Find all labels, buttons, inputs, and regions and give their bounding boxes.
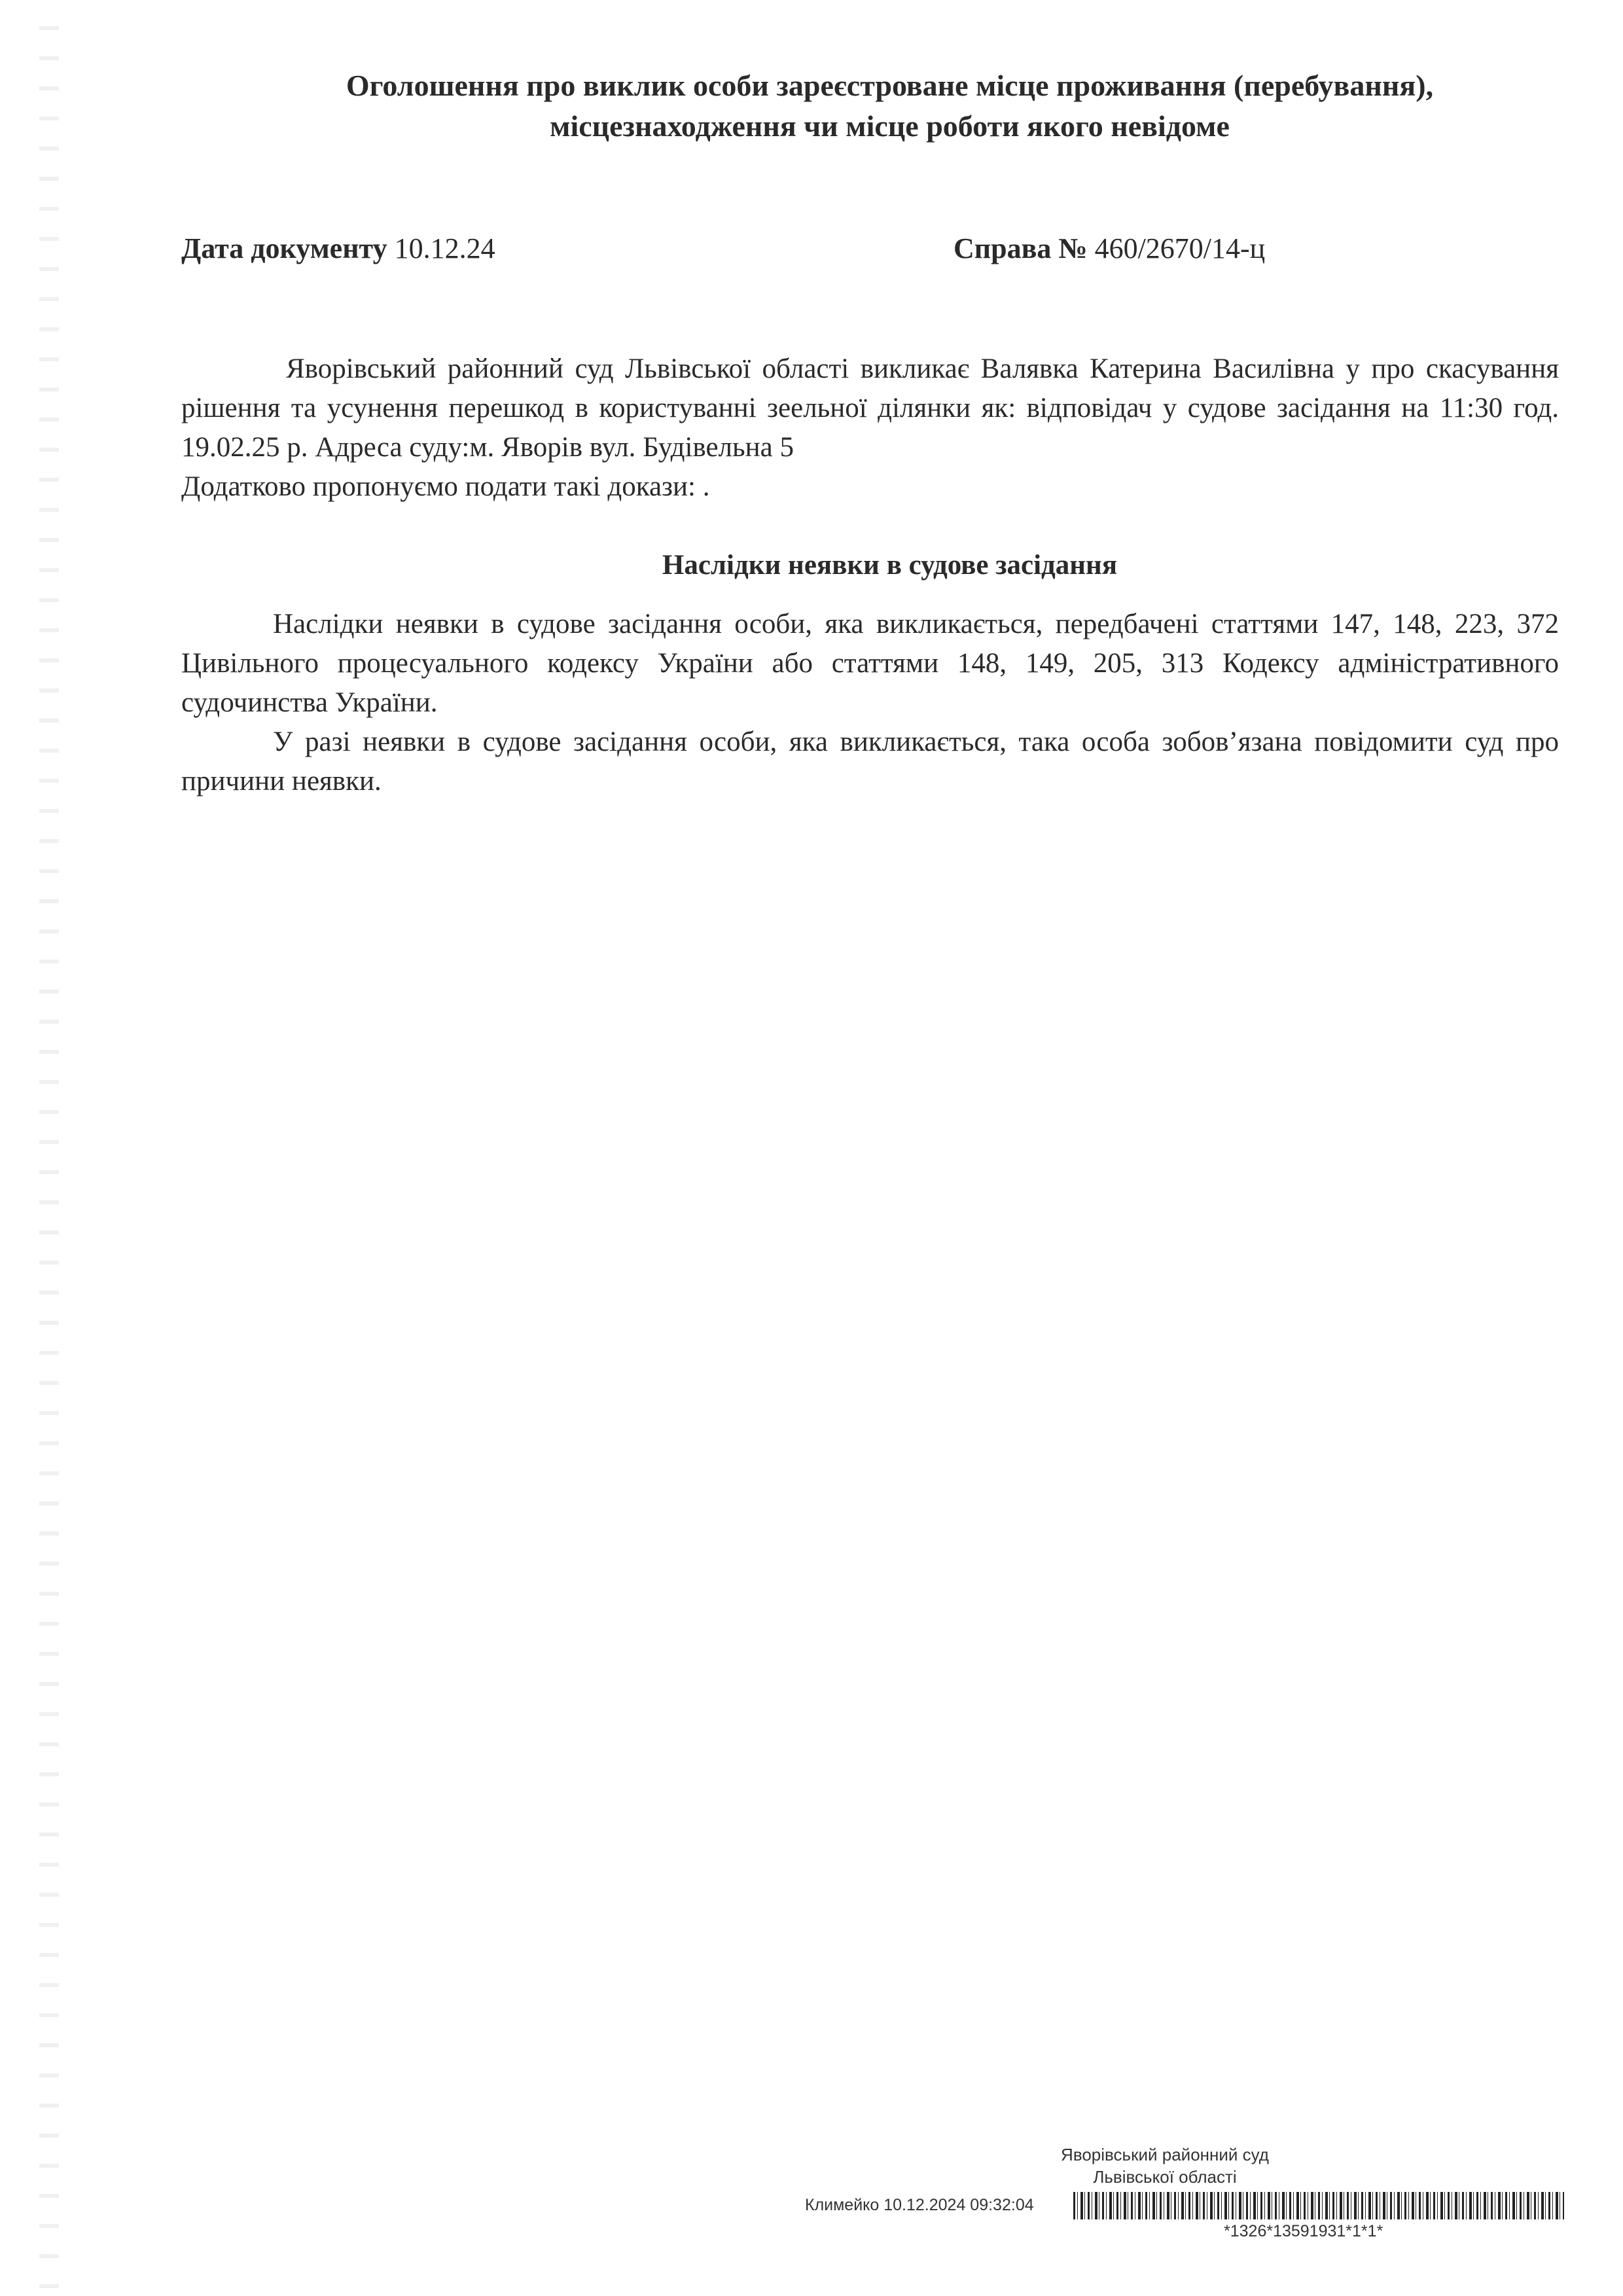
section-heading: Наслідки неявки в судове засідання [662,550,1118,581]
date-label: Дата документу [181,232,387,264]
consequences-paragraph-1: Наслідки неявки в судове засідання особи, яка викликається, передбачені статтями 147, 148, 223, 372 Цивільного процесуального кодексу України або статтями 148, 149, 205, 313 Кодексу адміністративного судочинства України. [181,609,1559,718]
case-value: 460/2670/14-ц [1094,232,1266,264]
court-name: Яворівський районний суд [1061,2145,1269,2164]
document-page [181,65,1559,801]
summons-paragraph: Яворівський районний суд Львівської області викликає Валявка Катерина Василівна у про скасування рішення та усунення перешкод в користуванні зеельної ділянки як: відповідач у судове засідання на 11:30 год. 19.02.25 р. Адреса суду:м. Яворів вул. Будівельна 5 [181,353,1559,463]
date-value: 10.12.24 [394,232,495,264]
title-line-2: місцезнаходження чи місце роботи якого невідоме [550,109,1230,143]
case-label: Справа № [954,232,1088,264]
court-region: Львівської області [1093,2167,1237,2187]
document-title [181,65,1559,147]
barcode-text: *1326*13591931*1*1* [1224,2222,1383,2240]
case-number [954,232,1265,265]
document-meta [181,232,1559,278]
scan-edge-artifact [39,0,59,2296]
consequences-paragraph-2: У разі неявки в судове засідання особи, яка викликається, така особа зобов’язана повідомити суд про причини неявки. [181,726,1559,797]
evidence-paragraph: Додатково пропонуємо подати такі докази: . [181,471,710,502]
clerk-timestamp: Климейко 10.12.2024 09:32:04 [805,2196,1034,2214]
court-stamp [1001,2144,1329,2188]
document-date [181,232,495,265]
barcode-icon [1073,2192,1564,2219]
title-line-1: Оголошення про виклик особи зареєстроване місце проживання (перебування), [346,69,1434,102]
document-footer [805,2144,1564,2261]
